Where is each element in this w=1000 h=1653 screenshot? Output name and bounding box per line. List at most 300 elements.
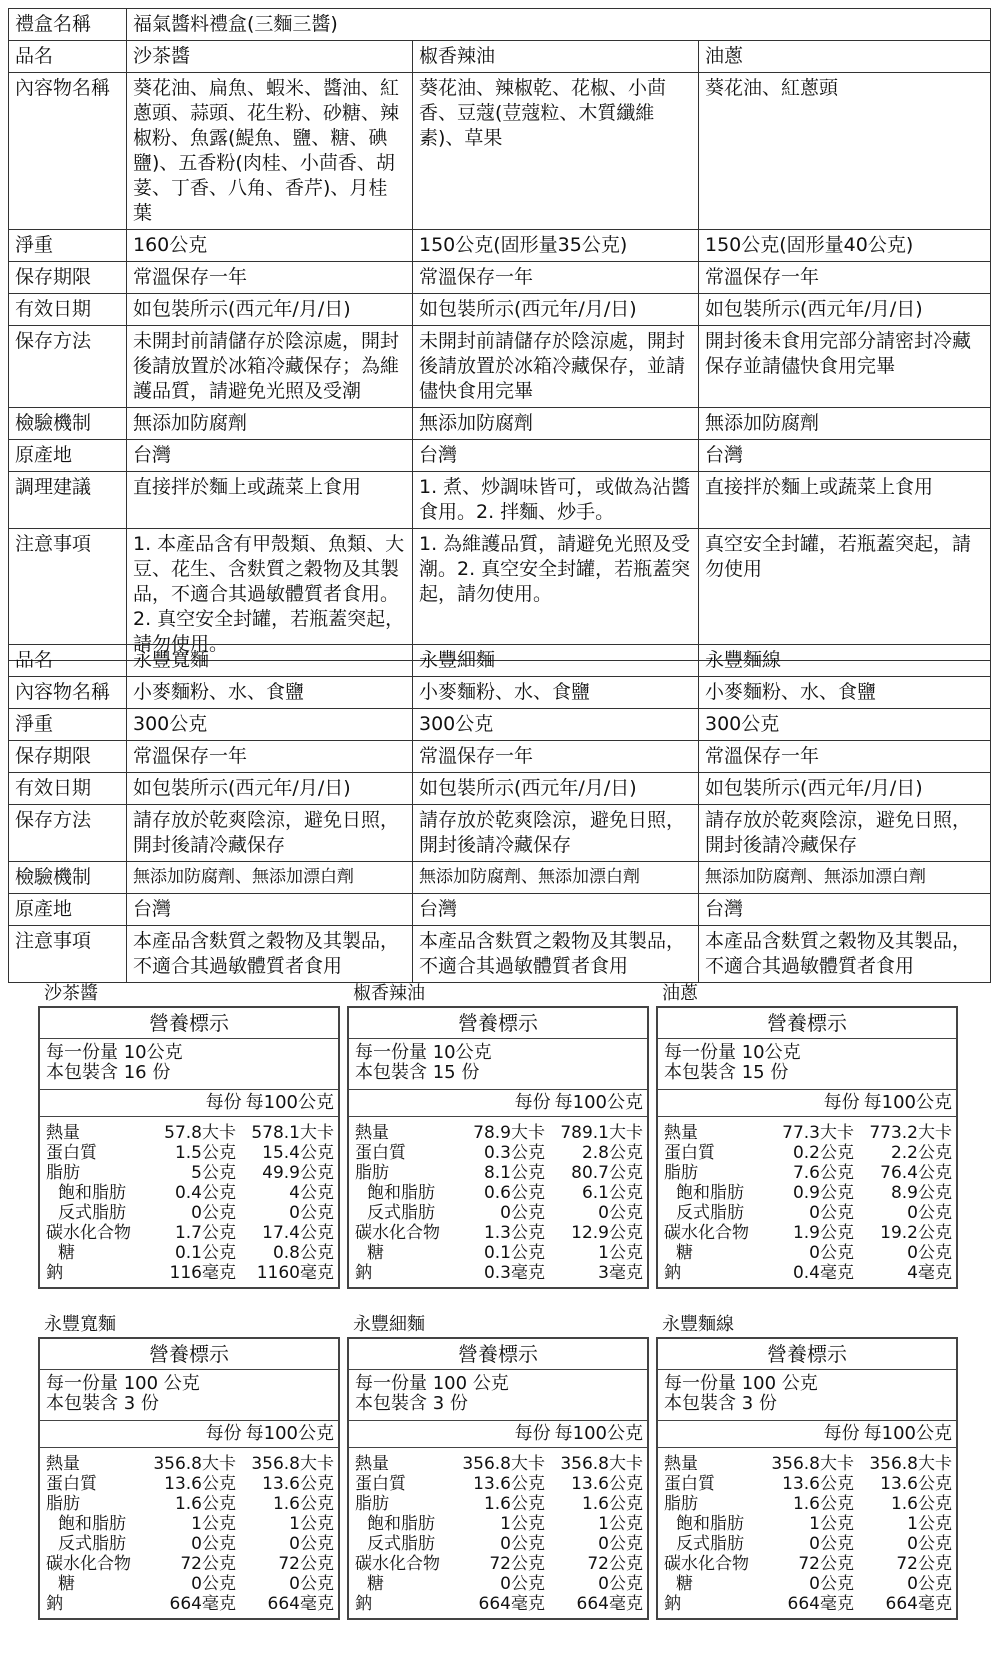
row-label: 原產地 xyxy=(9,440,127,472)
cell: 如包裝所示(西元年/月/日) xyxy=(127,294,413,326)
per-100g-value: 1公克 xyxy=(598,1514,643,1534)
nutrient-name: 脂肪 xyxy=(355,1163,389,1183)
per-serving-value: 0公克 xyxy=(500,1574,545,1594)
cell: 小麥麵粉、水、食鹽 xyxy=(413,677,699,709)
per-100g-value: 49.9公克 xyxy=(262,1163,334,1183)
nutrient-name: 脂肪 xyxy=(46,1494,80,1514)
cell: 直接拌於麵上或蔬菜上食用 xyxy=(699,472,991,529)
nutrient-row xyxy=(46,1594,334,1614)
per-100g-value: 80.7公克 xyxy=(571,1163,643,1183)
row-label: 淨重 xyxy=(9,230,127,262)
nutrient-name: 脂肪 xyxy=(46,1163,80,1183)
nutrient-row xyxy=(355,1494,643,1514)
nutrient-list xyxy=(40,1117,338,1287)
per-serving-value: 0公克 xyxy=(809,1574,854,1594)
table-row xyxy=(9,894,991,926)
cell: 300公克 xyxy=(127,709,413,741)
nutrient-name: 鈉 xyxy=(46,1594,63,1614)
per-serving-value: 1.5公克 xyxy=(174,1143,236,1163)
nutrient-row xyxy=(355,1594,643,1614)
per-serving-value: 7.6公克 xyxy=(792,1163,854,1183)
col-per-100g: 每100公克 xyxy=(245,1092,334,1113)
cell: 無添加防腐劑、無添加漂白劑 xyxy=(413,862,699,894)
row-label: 保存期限 xyxy=(9,741,127,773)
per-serving-value: 356.8大卡 xyxy=(771,1454,854,1474)
per-serving-value: 0公克 xyxy=(191,1534,236,1554)
per-100g-value: 13.6公克 xyxy=(262,1474,334,1494)
nutrient-name: 糖 xyxy=(676,1243,693,1263)
table-row xyxy=(9,677,991,709)
table-row xyxy=(9,294,991,326)
nutrient-name: 熱量 xyxy=(46,1123,80,1143)
per-100g-value: 0公克 xyxy=(907,1203,952,1223)
per-serving-value: 72公克 xyxy=(180,1554,236,1574)
nutrient-row xyxy=(46,1494,334,1514)
table-row xyxy=(9,472,991,529)
row-label: 內容物名稱 xyxy=(9,677,127,709)
column-headers xyxy=(658,1090,956,1117)
cell: 請存放於乾爽陰涼，避免日照，開封後請冷藏保存 xyxy=(127,805,413,862)
cell: 台灣 xyxy=(127,894,413,926)
nutrition-panel xyxy=(656,1313,958,1620)
nutrition-panel xyxy=(38,1313,340,1620)
nutrient-row xyxy=(664,1123,952,1143)
per-serving-value: 1.6公克 xyxy=(792,1494,854,1514)
col-per-100g: 每100公克 xyxy=(554,1092,643,1113)
nutrient-name: 飽和脂肪 xyxy=(58,1514,126,1534)
nutrient-row xyxy=(355,1574,643,1594)
nutrition-title: 營養標示 xyxy=(40,1008,338,1039)
nutrient-name: 飽和脂肪 xyxy=(367,1514,435,1534)
nutrient-row xyxy=(664,1594,952,1614)
row-label: 保存方法 xyxy=(9,805,127,862)
per-serving-value: 78.9大卡 xyxy=(473,1123,545,1143)
nutrient-name: 反式脂肪 xyxy=(676,1534,744,1554)
nutrient-row xyxy=(355,1183,643,1203)
per-serving-value: 8.1公克 xyxy=(483,1163,545,1183)
row-label: 檢驗機制 xyxy=(9,408,127,440)
nutrient-name: 飽和脂肪 xyxy=(58,1183,126,1203)
cell: 葵花油、辣椒乾、花椒、小茴香、豆蔻(荳蔻粒、木質纖維素)、草果 xyxy=(413,73,699,230)
per-100g-value: 0公克 xyxy=(289,1574,334,1594)
per-serving-value: 0公克 xyxy=(809,1534,854,1554)
nutrient-name: 蛋白質 xyxy=(664,1143,715,1163)
nutrition-panel xyxy=(347,982,649,1289)
per-100g-value: 664毫克 xyxy=(885,1594,952,1614)
nutrient-row xyxy=(664,1514,952,1534)
per-100g-value: 0公克 xyxy=(289,1534,334,1554)
nutrient-row xyxy=(664,1534,952,1554)
nutrient-name: 糖 xyxy=(676,1574,693,1594)
column-headers xyxy=(40,1421,338,1448)
nutrient-row xyxy=(46,1454,334,1474)
row-label: 有效日期 xyxy=(9,294,127,326)
per-serving-value: 1.7公克 xyxy=(174,1223,236,1243)
nutrient-name: 熱量 xyxy=(664,1123,698,1143)
nutrient-row xyxy=(664,1554,952,1574)
nutrient-row xyxy=(664,1574,952,1594)
per-serving-value: 1公克 xyxy=(191,1514,236,1534)
nutrient-name: 反式脂肪 xyxy=(58,1534,126,1554)
nutrition-facts-box xyxy=(347,1006,649,1289)
per-serving-value: 72公克 xyxy=(489,1554,545,1574)
per-100g-value: 8.9公克 xyxy=(890,1183,952,1203)
table-row xyxy=(9,805,991,862)
per-serving-value: 13.6公克 xyxy=(164,1474,236,1494)
product-name: 永豐麵線 xyxy=(662,1314,734,1335)
column-headers xyxy=(658,1421,956,1448)
cell: 葵花油、扁魚、蝦米、醬油、紅蔥頭、蒜頭、花生粉、砂糖、辣椒粉、魚露(鯷魚、鹽、糖、碘鹽)、五香粉(肉桂、小茴香、胡荽、丁香、八角、香芹)、月桂葉 xyxy=(127,73,413,230)
nutrient-row xyxy=(664,1263,952,1283)
nutrient-name: 碳水化合物 xyxy=(46,1554,131,1574)
servings-per-pack: 本包裝含 15 份 xyxy=(355,1062,480,1083)
noodle-spec-table xyxy=(8,644,991,983)
per-100g-value: 2.8公克 xyxy=(581,1143,643,1163)
table-row xyxy=(9,773,991,805)
row-label: 注意事項 xyxy=(9,926,127,983)
col-per-serving: 每份 xyxy=(514,1092,551,1113)
nutrition-facts-box xyxy=(347,1337,649,1620)
nutrient-name: 脂肪 xyxy=(355,1494,389,1514)
nutrient-name: 反式脂肪 xyxy=(367,1534,435,1554)
per-100g-value: 0公克 xyxy=(598,1534,643,1554)
nutrient-name: 脂肪 xyxy=(664,1494,698,1514)
table-row xyxy=(9,230,991,262)
per-100g-value: 0公克 xyxy=(907,1574,952,1594)
cell: 沙茶醬 xyxy=(127,41,413,73)
table-row xyxy=(9,709,991,741)
per-100g-value: 1公克 xyxy=(907,1514,952,1534)
serving-info xyxy=(349,1370,647,1421)
nutrient-row xyxy=(46,1574,334,1594)
cell: 未開封前請儲存於陰涼處，開封後請放置於冰箱冷藏保存，並請儘快食用完畢 xyxy=(413,326,699,408)
per-serving-value: 0公克 xyxy=(809,1243,854,1263)
cell: 160公克 xyxy=(127,230,413,262)
cell: 未開封前請儲存於陰涼處，開封後請放置於冰箱冷藏保存；為維護品質，請避免光照及受潮 xyxy=(127,326,413,408)
per-serving-value: 1公克 xyxy=(500,1514,545,1534)
nutrient-row xyxy=(46,1474,334,1494)
nutrition-panel xyxy=(38,982,340,1289)
col-per-100g: 每100公克 xyxy=(554,1423,643,1444)
per-100g-value: 19.2公克 xyxy=(880,1223,952,1243)
per-100g-value: 664毫克 xyxy=(267,1594,334,1614)
nutrient-name: 蛋白質 xyxy=(355,1474,406,1494)
nutrient-row xyxy=(46,1183,334,1203)
nutrient-name: 鈉 xyxy=(355,1594,372,1614)
per-100g-value: 72公克 xyxy=(587,1554,643,1574)
per-100g-value: 72公克 xyxy=(278,1554,334,1574)
per-serving-value: 116毫克 xyxy=(169,1263,236,1283)
table-row xyxy=(9,529,991,661)
nutrition-title: 營養標示 xyxy=(349,1339,647,1370)
per-100g-value: 1.6公克 xyxy=(581,1494,643,1514)
per-serving-value: 72公克 xyxy=(798,1554,854,1574)
product-name: 永豐細麵 xyxy=(353,1314,425,1335)
per-100g-value: 1公克 xyxy=(598,1243,643,1263)
per-100g-value: 4公克 xyxy=(289,1183,334,1203)
per-100g-value: 1公克 xyxy=(289,1514,334,1534)
cell: 1. 為維護品質，請避免光照及受潮。2. 真空安全封罐，若瓶蓋突起，請勿使用。 xyxy=(413,529,699,661)
per-100g-value: 13.6公克 xyxy=(571,1474,643,1494)
row-label: 保存期限 xyxy=(9,262,127,294)
nutrient-name: 反式脂肪 xyxy=(58,1203,126,1223)
per-serving-value: 0.3公克 xyxy=(483,1143,545,1163)
column-headers xyxy=(349,1421,647,1448)
cell: 直接拌於麵上或蔬菜上食用 xyxy=(127,472,413,529)
cell: 常溫保存一年 xyxy=(699,262,991,294)
per-100g-value: 0公克 xyxy=(907,1534,952,1554)
per-serving-value: 0.1公克 xyxy=(174,1243,236,1263)
per-100g-value: 15.4公克 xyxy=(262,1143,334,1163)
per-serving-value: 57.8大卡 xyxy=(164,1123,236,1143)
nutrient-name: 糖 xyxy=(367,1574,384,1594)
nutrient-row xyxy=(355,1123,643,1143)
nutrient-name: 糖 xyxy=(367,1243,384,1263)
cell: 常溫保存一年 xyxy=(413,741,699,773)
table-row xyxy=(9,645,991,677)
cell: 常溫保存一年 xyxy=(699,741,991,773)
per-serving-value: 356.8大卡 xyxy=(153,1454,236,1474)
per-100g-value: 578.1大卡 xyxy=(251,1123,334,1143)
nutrient-name: 鈉 xyxy=(664,1263,681,1283)
serving-info xyxy=(40,1370,338,1421)
nutrient-name: 飽和脂肪 xyxy=(676,1514,744,1534)
nutrient-name: 熱量 xyxy=(46,1454,80,1474)
servings-per-pack: 本包裝含 16 份 xyxy=(46,1062,171,1083)
nutrient-row xyxy=(355,1454,643,1474)
per-serving-value: 13.6公克 xyxy=(473,1474,545,1494)
col-per-serving: 每份 xyxy=(823,1092,860,1113)
per-100g-value: 356.8大卡 xyxy=(560,1454,643,1474)
cell: 如包裝所示(西元年/月/日) xyxy=(413,294,699,326)
row-label: 調理建議 xyxy=(9,472,127,529)
row-label: 淨重 xyxy=(9,709,127,741)
serving-info xyxy=(349,1039,647,1090)
per-serving-value: 1.9公克 xyxy=(792,1223,854,1243)
nutrient-name: 反式脂肪 xyxy=(676,1203,744,1223)
nutrient-name: 鈉 xyxy=(46,1263,63,1283)
serving-size: 每一份量 100 公克 xyxy=(46,1373,200,1394)
cell: 本產品含麩質之穀物及其製品，不適合其過敏體質者食用 xyxy=(127,926,413,983)
nutrition-panel xyxy=(656,982,958,1289)
per-serving-value: 356.8大卡 xyxy=(462,1454,545,1474)
per-100g-value: 72公克 xyxy=(896,1554,952,1574)
cell: 永豐麵線 xyxy=(699,645,991,677)
per-100g-value: 2.2公克 xyxy=(890,1143,952,1163)
per-100g-value: 0公克 xyxy=(598,1203,643,1223)
cell: 請存放於乾爽陰涼，避免日照，開封後請冷藏保存 xyxy=(699,805,991,862)
per-serving-value: 13.6公克 xyxy=(782,1474,854,1494)
nutrient-row xyxy=(46,1263,334,1283)
cell: 永豐細麵 xyxy=(413,645,699,677)
per-serving-value: 0.4公克 xyxy=(174,1183,236,1203)
per-100g-value: 356.8大卡 xyxy=(869,1454,952,1474)
nutrient-list xyxy=(40,1448,338,1618)
serving-size: 每一份量 10公克 xyxy=(46,1042,183,1063)
per-serving-value: 0.2公克 xyxy=(792,1143,854,1163)
nutrient-row xyxy=(46,1163,334,1183)
row-label: 有效日期 xyxy=(9,773,127,805)
nutrient-row xyxy=(355,1514,643,1534)
per-serving-value: 77.3大卡 xyxy=(782,1123,854,1143)
nutrient-name: 蛋白質 xyxy=(664,1474,715,1494)
serving-size: 每一份量 10公克 xyxy=(355,1042,492,1063)
per-100g-value: 0公克 xyxy=(289,1203,334,1223)
cell: 本產品含麩質之穀物及其製品，不適合其過敏體質者食用 xyxy=(413,926,699,983)
cell: 300公克 xyxy=(413,709,699,741)
per-100g-value: 3毫克 xyxy=(598,1263,643,1283)
per-100g-value: 773.2大卡 xyxy=(869,1123,952,1143)
cell: 葵花油、紅蔥頭 xyxy=(699,73,991,230)
cell: 無添加防腐劑、無添加漂白劑 xyxy=(127,862,413,894)
table-row xyxy=(9,862,991,894)
row-label: 原產地 xyxy=(9,894,127,926)
nutrition-title: 營養標示 xyxy=(658,1008,956,1039)
nutrient-row xyxy=(46,1223,334,1243)
cell: 如包裝所示(西元年/月/日) xyxy=(699,773,991,805)
cell: 常溫保存一年 xyxy=(127,741,413,773)
nutrition-facts-box xyxy=(656,1006,958,1289)
cell: 台灣 xyxy=(413,440,699,472)
col-per-serving: 每份 xyxy=(205,1423,242,1444)
nutrient-name: 脂肪 xyxy=(664,1163,698,1183)
cell: 常溫保存一年 xyxy=(413,262,699,294)
table-row xyxy=(9,408,991,440)
giftbox-row xyxy=(9,9,991,41)
nutrient-name: 碳水化合物 xyxy=(355,1554,440,1574)
column-headers xyxy=(40,1090,338,1117)
product-name: 沙茶醬 xyxy=(44,983,98,1004)
nutrient-row xyxy=(664,1203,952,1223)
serving-size: 每一份量 10公克 xyxy=(664,1042,801,1063)
table-row xyxy=(9,262,991,294)
nutrient-row xyxy=(355,1163,643,1183)
row-label: 檢驗機制 xyxy=(9,862,127,894)
nutrient-name: 熱量 xyxy=(664,1454,698,1474)
servings-per-pack: 本包裝含 3 份 xyxy=(46,1393,159,1414)
nutrient-name: 蛋白質 xyxy=(46,1143,97,1163)
nutrient-row xyxy=(355,1263,643,1283)
per-100g-value: 6.1公克 xyxy=(581,1183,643,1203)
product-name: 椒香辣油 xyxy=(353,983,425,1004)
servings-per-pack: 本包裝含 3 份 xyxy=(355,1393,468,1414)
cell: 真空安全封罐，若瓶蓋突起，請勿使用 xyxy=(699,529,991,661)
column-headers xyxy=(349,1090,647,1117)
nutrition-title: 營養標示 xyxy=(349,1008,647,1039)
nutrient-name: 熱量 xyxy=(355,1123,389,1143)
per-100g-value: 664毫克 xyxy=(576,1594,643,1614)
cell: 請存放於乾爽陰涼，避免日照，開封後請冷藏保存 xyxy=(413,805,699,862)
nutrient-row xyxy=(355,1534,643,1554)
nutrient-list xyxy=(349,1117,647,1287)
nutrition-panel xyxy=(347,1313,649,1620)
nutrition-facts-box xyxy=(656,1337,958,1620)
table-row xyxy=(9,73,991,230)
row-label: 內容物名稱 xyxy=(9,73,127,230)
col-per-100g: 每100公克 xyxy=(245,1423,334,1444)
nutrient-row xyxy=(46,1203,334,1223)
per-100g-value: 17.4公克 xyxy=(262,1223,334,1243)
nutrient-row xyxy=(355,1243,643,1263)
table-row xyxy=(9,741,991,773)
per-serving-value: 0公克 xyxy=(809,1203,854,1223)
cell: 台灣 xyxy=(699,440,991,472)
per-100g-value: 1.6公克 xyxy=(272,1494,334,1514)
cell: 無添加防腐劑 xyxy=(127,408,413,440)
nutrient-row xyxy=(664,1243,952,1263)
nutrient-row xyxy=(664,1163,952,1183)
per-100g-value: 356.8大卡 xyxy=(251,1454,334,1474)
cell: 開封後未食用完部分請密封冷藏保存並請儘快食用完畢 xyxy=(699,326,991,408)
nutrition-facts-box xyxy=(38,1337,340,1620)
nutrient-row xyxy=(46,1514,334,1534)
nutrient-row xyxy=(355,1474,643,1494)
nutrient-row xyxy=(46,1143,334,1163)
nutrient-row xyxy=(46,1534,334,1554)
cell: 無添加防腐劑 xyxy=(699,408,991,440)
serving-info xyxy=(40,1039,338,1090)
col-per-serving: 每份 xyxy=(205,1092,242,1113)
nutrient-row xyxy=(664,1223,952,1243)
col-per-serving: 每份 xyxy=(823,1423,860,1444)
row-label: 保存方法 xyxy=(9,326,127,408)
per-serving-value: 5公克 xyxy=(191,1163,236,1183)
nutrient-name: 糖 xyxy=(58,1574,75,1594)
nutrient-name: 鈉 xyxy=(355,1263,372,1283)
row-label: 注意事項 xyxy=(9,529,127,661)
cell: 永豐寬麵 xyxy=(127,645,413,677)
nutrient-name: 熱量 xyxy=(355,1454,389,1474)
per-serving-value: 0.4毫克 xyxy=(792,1263,854,1283)
per-serving-value: 0.3毫克 xyxy=(483,1263,545,1283)
per-serving-value: 0公克 xyxy=(191,1574,236,1594)
nutrient-row xyxy=(355,1554,643,1574)
cell: 台灣 xyxy=(413,894,699,926)
nutrient-name: 反式脂肪 xyxy=(367,1203,435,1223)
nutrient-row xyxy=(664,1474,952,1494)
nutrition-facts-box xyxy=(38,1006,340,1289)
nutrition-title: 營養標示 xyxy=(658,1339,956,1370)
nutrient-name: 蛋白質 xyxy=(46,1474,97,1494)
nutrient-name: 飽和脂肪 xyxy=(676,1183,744,1203)
cell: 常溫保存一年 xyxy=(127,262,413,294)
per-serving-value: 0公克 xyxy=(500,1203,545,1223)
nutrient-row xyxy=(664,1143,952,1163)
nutrient-row xyxy=(46,1123,334,1143)
nutrient-list xyxy=(658,1448,956,1618)
per-serving-value: 664毫克 xyxy=(787,1594,854,1614)
nutrient-row xyxy=(664,1454,952,1474)
cell: 如包裝所示(西元年/月/日) xyxy=(127,773,413,805)
col-per-100g: 每100公克 xyxy=(863,1092,952,1113)
servings-per-pack: 本包裝含 15 份 xyxy=(664,1062,789,1083)
cell: 無添加防腐劑、無添加漂白劑 xyxy=(699,862,991,894)
per-serving-value: 1.3公克 xyxy=(483,1223,545,1243)
per-serving-value: 1.6公克 xyxy=(174,1494,236,1514)
nutrient-name: 蛋白質 xyxy=(355,1143,406,1163)
nutrient-list xyxy=(349,1448,647,1618)
per-100g-value: 4毫克 xyxy=(907,1263,952,1283)
per-100g-value: 0公克 xyxy=(907,1243,952,1263)
nutrient-name: 碳水化合物 xyxy=(664,1554,749,1574)
per-100g-value: 1.6公克 xyxy=(890,1494,952,1514)
cell: 台灣 xyxy=(699,894,991,926)
cell: 1. 本產品含有甲殼類、魚類、大豆、花生、含麩質之穀物及其製品，不適合其過敏體質者食用。2. 真空安全封罐，若瓶蓋突起，請勿使用。 xyxy=(127,529,413,661)
cell: 本產品含麩質之穀物及其製品，不適合其過敏體質者食用 xyxy=(699,926,991,983)
serving-info xyxy=(658,1370,956,1421)
nutrient-name: 鈉 xyxy=(664,1594,681,1614)
nutrient-row xyxy=(664,1183,952,1203)
